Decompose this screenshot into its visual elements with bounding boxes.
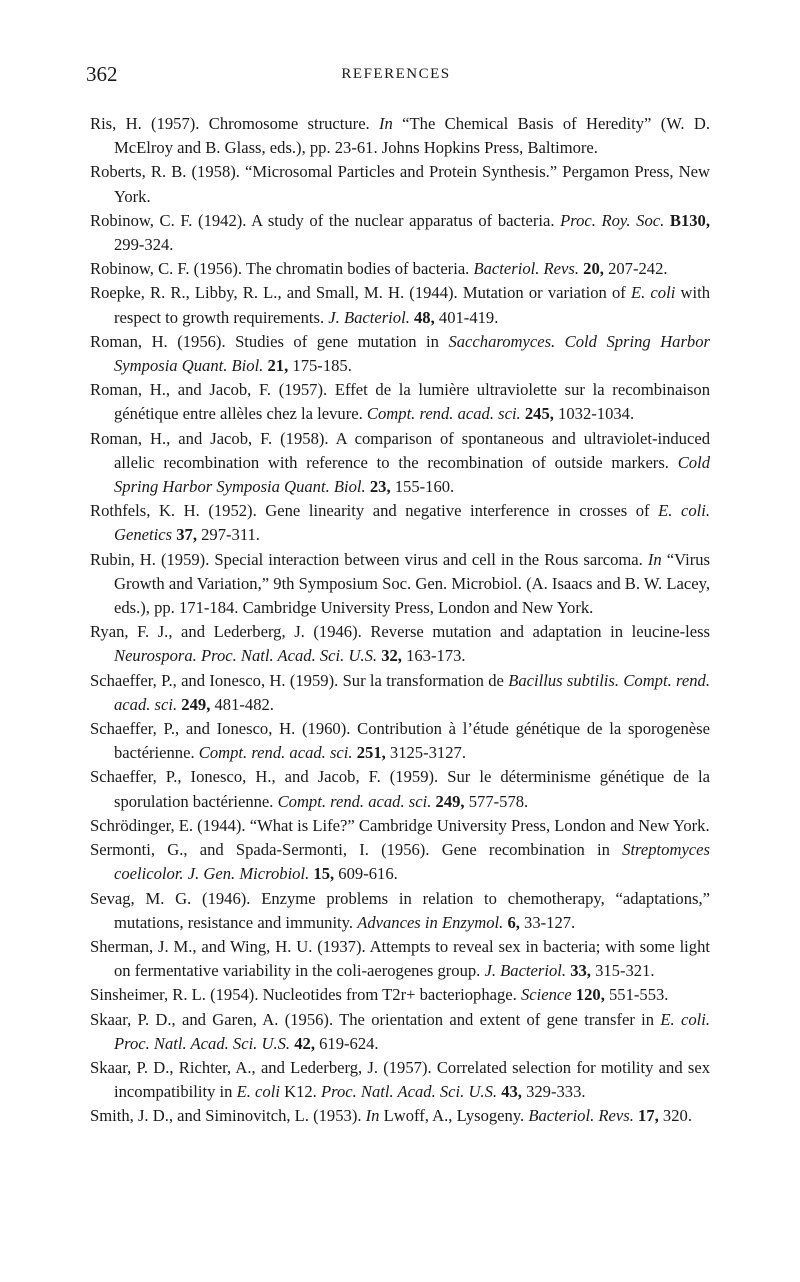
reference-entry [90, 427, 710, 500]
italic-text: Advances in Enzymol. [357, 912, 504, 932]
reference-text: Sermonti, G., and Spada-Sermonti, I. (1956). Gene recombination in [90, 840, 623, 860]
reference-text: 163-173. [401, 646, 466, 666]
reference-entry [90, 814, 710, 838]
volume-number: 251, [356, 743, 386, 763]
italic-text: Saccharomyces. Cold Spring Harbor Symposia Quant. Biol. [114, 331, 710, 376]
reference-text: 609-616. [334, 864, 398, 884]
volume-number: 20, [583, 259, 604, 279]
reference-entry [90, 378, 710, 426]
reference-text: Robinow, C. F. (1942). A study of the nuclear apparatus of bacteria. [90, 210, 561, 230]
italic-text: Compt. rend. acad. sci. [277, 791, 432, 811]
italic-text: In [379, 114, 393, 133]
reference-entry [90, 887, 710, 935]
reference-entry [90, 330, 710, 378]
reference-text: 3125-3127. [385, 743, 466, 763]
reference-entry [90, 548, 710, 621]
italic-text: Proc. Natl. Acad. Sci. U.S. [320, 1082, 498, 1102]
reference-text: Schaeffer, P., Ionesco, H., and Jacob, F. (1959). Sur le déterminisme génétique de la sporulation bactérienne. [90, 767, 710, 811]
reference-text: Roman, H. (1956). Studies of gene mutation in [90, 331, 449, 351]
italic-text: Neurospora. Proc. Natl. Acad. Sci. U.S. [114, 646, 378, 666]
volume-number: 48, [414, 307, 435, 327]
reference-text: 207-242. [603, 259, 668, 279]
reference-entry [90, 281, 710, 329]
reference-text: 401-419. [434, 307, 499, 327]
italic-text: E. coli [630, 283, 676, 303]
volume-number: 245, [524, 404, 554, 424]
reference-text: with respect to growth requirements. [114, 283, 710, 327]
italic-text: In [365, 1106, 380, 1126]
reference-text: “The Chemical Basis of Heredity” (W. D. McElroy and B. Glass, eds.), pp. 23-61. Johns Hopkins Press, Baltimore. [114, 114, 710, 158]
reference-text: 551-553. [604, 985, 669, 1005]
volume-number: 17, [638, 1106, 659, 1126]
reference-text: 33-127. [519, 912, 576, 932]
reference-text: Ris, H. (1957). Chromosome structure. [90, 114, 380, 133]
reference-text: Roman, H., and Jacob, F. (1958). A comparison of spontaneous and ultraviolet-induced allelic recombination with reference to the recombination of outside markers. [90, 428, 710, 472]
reference-text: 315-321. [590, 961, 655, 981]
reference-entry [90, 717, 710, 765]
reference-text: 155-160. [390, 477, 455, 497]
reference-text: Rothfels, K. H. (1952). Gene linearity and negative interference in crosses of [90, 501, 659, 521]
reference-entry [90, 935, 710, 983]
reference-text: 481-482. [210, 694, 274, 714]
reference-entry [90, 112, 710, 160]
volume-number: 37, [176, 525, 197, 545]
reference-entry [90, 620, 710, 668]
reference-text: 619-624. [314, 1033, 379, 1053]
italic-text: J. Bacteriol. [328, 307, 410, 327]
running-head: REFERENCES [341, 66, 451, 82]
page-header [86, 62, 706, 90]
italic-text: Streptomyces coelicolor. J. Gen. Microbiol. [114, 840, 710, 884]
italic-text: Compt. rend. acad. sci. [198, 743, 353, 763]
reference-entry [90, 1056, 710, 1104]
reference-text: 175-185. [288, 356, 352, 376]
italic-text: E. coli. Genetics [114, 501, 711, 545]
reference-text: Schaeffer, P., and Ionesco, H. (1959). Sur la transformation de [90, 670, 509, 690]
reference-text: Smith, J. D., and Siminovitch, L. (1953). [90, 1106, 366, 1126]
reference-entry [90, 1008, 710, 1056]
reference-text: Roberts, R. B. (1958). “Microsomal Particles and Protein Synthesis.” Pergamon Press, New York. [90, 162, 710, 206]
italic-text: Compt. rend. acad. sci. [366, 404, 521, 424]
reference-entry [90, 765, 710, 813]
reference-text: Skaar, P. D., Richter, A., and Lederberg, J. (1957). Correlated selection for motility and sex incompatibility in [90, 1057, 710, 1102]
volume-number: 42, [294, 1033, 315, 1053]
volume-number: 6, [507, 912, 520, 932]
reference-text: Rubin, H. (1959). Special interaction between virus and cell in the Rous sarcoma. [90, 549, 648, 569]
reference-text: Sinsheimer, R. L. (1954). Nucleotides from T2r+ bacteriophage. [90, 985, 521, 1005]
reference-text: Roepke, R. R., Libby, R. L., and Small, M. H. (1944). Mutation or variation of [90, 283, 631, 303]
volume-number: 33, [570, 961, 591, 981]
reference-entry [90, 983, 710, 1007]
reference-list [90, 112, 710, 1129]
italic-text: E. coli [236, 1082, 280, 1102]
reference-entry [90, 209, 710, 257]
reference-text: Schaeffer, P., and Ionesco, H. (1960). Contribution à l’étude génétique de la sporogenèse bactérienne. [90, 719, 710, 763]
volume-number: 43, [501, 1082, 522, 1102]
reference-text: Robinow, C. F. (1956). The chromatin bodies of bacteria. [90, 259, 474, 279]
italic-text: E. coli. Proc. Natl. Acad. Sci. U.S. [114, 1009, 711, 1053]
reference-text: 577-578. [464, 791, 529, 811]
reference-text: Skaar, P. D., and Garen, A. (1956). The orientation and extent of gene transfer in [90, 1009, 661, 1029]
volume-number: B130, [669, 210, 710, 230]
reference-text: Lwoff, A., Lysogeny. [379, 1106, 529, 1126]
reference-entry [90, 669, 710, 717]
reference-entry [90, 838, 710, 886]
italic-text: Bacillus subtilis. Compt. rend. acad. sci. [114, 670, 711, 714]
reference-text: Roman, H., and Jacob, F. (1957). Effet de la lumière ultraviolette sur la recombinaison génétique entre allèles chez la levure. [90, 380, 710, 424]
volume-number: 120, [575, 985, 605, 1005]
volume-number: 23, [369, 477, 391, 497]
reference-text: Ryan, F. J., and Lederberg, J. (1946). Reverse mutation and adaptation in leucine-less [90, 622, 710, 642]
reference-entry [90, 160, 710, 208]
italic-text: Science [520, 985, 572, 1005]
reference-text: K12. [279, 1082, 321, 1102]
volume-number: 249, [181, 694, 211, 714]
reference-text: 320. [658, 1106, 692, 1126]
reference-text: 329-333. [521, 1082, 586, 1102]
italic-text: Bacteriol. Revs. [528, 1106, 634, 1126]
volume-number: 21, [267, 356, 289, 376]
reference-text: 299-324. [114, 235, 174, 255]
italic-text: Cold Spring Harbor Symposia Quant. Biol. [114, 452, 710, 497]
reference-text: Schrödinger, E. (1944). “What is Life?” Cambridge University Press, London and New York. [90, 815, 710, 835]
reference-entry [90, 499, 710, 547]
volume-number: 15, [313, 864, 335, 884]
reference-text: 297-311. [196, 525, 260, 545]
reference-text: “Virus Growth and Variation,” 9th Symposium Soc. Gen. Microbiol. (A. Isaacs and B. W. Lacey, eds.), pp. 171-184. Cambridge University Press, London and New York. [114, 549, 710, 618]
volume-number: 32, [381, 646, 402, 666]
italic-text: Proc. Roy. Soc. [560, 210, 665, 230]
volume-number: 249, [435, 791, 465, 811]
reference-text: Sevag, M. G. (1946). Enzyme problems in relation to chemotherapy, “adaptations,” mutations, resistance and immunity. [90, 888, 710, 932]
italic-text: J. Bacteriol. [484, 961, 567, 981]
reference-text: Sherman, J. M., and Wing, H. U. (1937). Attempts to reveal sex in bacteria; with some light on fermentative variability in the coli-aerogenes group. [90, 936, 710, 981]
reference-entry [90, 257, 710, 281]
page-number: 362 [86, 62, 118, 86]
italic-text: Bacteriol. Revs. [473, 259, 580, 279]
reference-text: 1032-1034. [553, 404, 635, 424]
italic-text: In [647, 549, 662, 569]
reference-entry [90, 1104, 710, 1128]
